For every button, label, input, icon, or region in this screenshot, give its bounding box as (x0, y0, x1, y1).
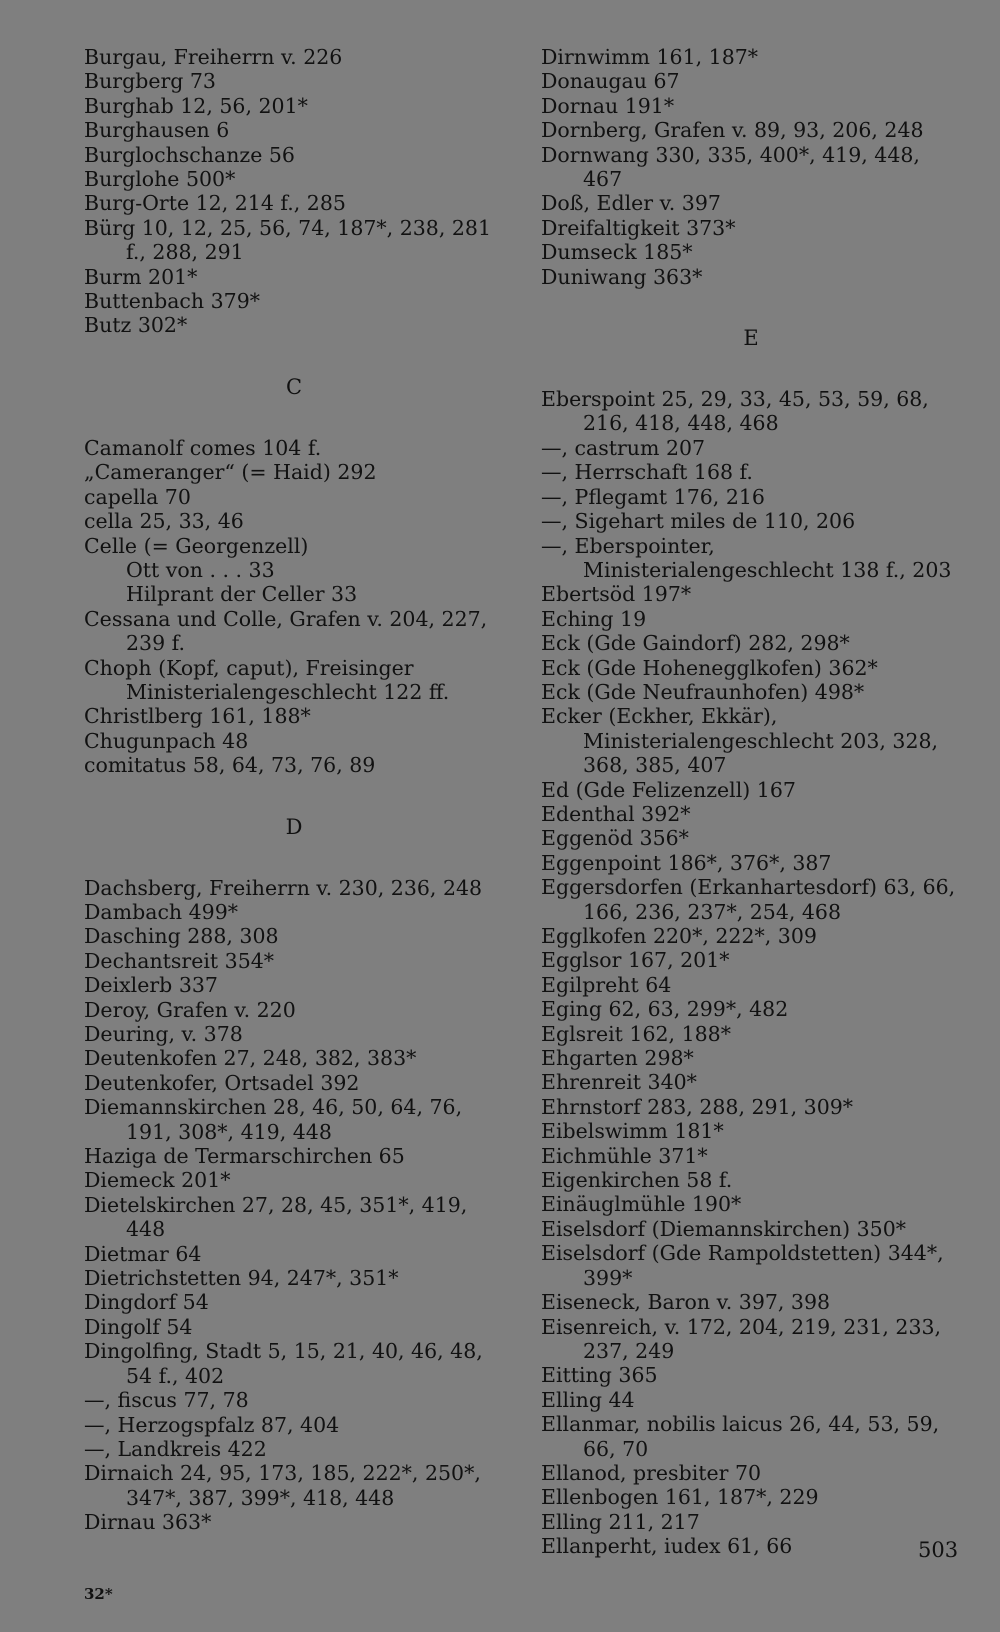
index-entry: Diemannskirchen 28, 46, 50, 64, 76, 191, 308*, 419, 448 (84, 1095, 463, 1144)
index-entry: —, Eberspointer, Ministerialengeschlecht 138 f., 203 (541, 533, 952, 582)
index-entry: Dornberg, Grafen v. 89, 93, 206, 248 (541, 118, 924, 143)
index-entry: Burg-Orte 12, 214 f., 285 (84, 191, 346, 216)
index-entry: —, fiscus 77, 78 (84, 1388, 249, 1413)
index-entry: Eck (Gde Hohenegglkofen) 362* (541, 655, 878, 680)
index-entry: Deutenkofen 27, 248, 382, 383* (84, 1046, 417, 1071)
index-entry: Dingolfing, Stadt 5, 15, 21, 40, 46, 48, 54 f., 402 (84, 1339, 483, 1388)
index-entry: comitatus 58, 64, 73, 76, 89 (84, 753, 376, 778)
index-entry: Dornau 191* (541, 93, 675, 118)
index-entry: Ellanperht, iudex 61, 66 (541, 1534, 793, 1559)
index-entry: Dreifaltigkeit 373* (541, 215, 736, 240)
index-entry: „Cameranger“ (= Haid) 292 (84, 460, 377, 485)
index-entry: Dietmar 64 (84, 1241, 202, 1266)
index-group-b (84, 45, 504, 338)
index-entry: Eching 19 (541, 606, 647, 631)
section-letter-d: D (285, 814, 303, 839)
index-entry: Duniwang 363* (541, 264, 703, 289)
index-entry: Dumseck 185* (541, 240, 693, 265)
index-entry: Burgau, Freiherrn v. 226 (84, 45, 343, 69)
index-entry: Dasching 288, 308 (84, 924, 279, 949)
page-number: 503 (918, 1538, 959, 1562)
index-entry: Ed (Gde Felizenzell) 167 (541, 777, 796, 802)
index-entry: Celle (= Georgenzell) (84, 533, 309, 558)
index-entry: Choph (Kopf, caput), Freisinger Ministerialengeschlecht 122 ff. (84, 655, 450, 704)
index-entry: —, Landkreis 422 (84, 1436, 267, 1461)
index-entry: Christlberg 161, 188* (84, 704, 311, 729)
index-entry: Eggenöd 356* (541, 826, 689, 851)
index-entry: Eiselsdorf (Gde Rampoldstetten) 344*, 399* (541, 1241, 944, 1290)
index-entry: Cessana und Colle, Grafen v. 204, 227, 239 f. (84, 606, 488, 656)
index-entry: Dirnwimm 161, 187* (541, 45, 759, 69)
index-entry: Dechantsreit 354* (84, 948, 275, 973)
index-entry: Dambach 499* (84, 899, 239, 924)
index-entry: Deixlerb 337 (84, 973, 218, 998)
index-entry: Chugunpach 48 (84, 728, 249, 753)
index-entry: Dirnau 363* (84, 1510, 212, 1535)
index-entry: Eglsreit 162, 188* (541, 1021, 731, 1046)
index-entry: Eggenpoint 186*, 376*, 387 (541, 850, 832, 875)
index-group-e (541, 387, 961, 1559)
index-entry: Burghab 12, 56, 201* (84, 93, 308, 118)
index-entry: Ellenbogen 161, 187*, 229 (541, 1485, 819, 1510)
signature-mark: 32* (84, 1585, 113, 1603)
index-entry: —, Sigehart miles de 110, 206 (541, 509, 856, 534)
index-group-c (84, 436, 504, 778)
index-entry: Dietelskirchen 27, 28, 45, 351*, 419, 448 (84, 1192, 468, 1242)
index-entry: Burgberg 73 (84, 69, 216, 94)
index-entry: Eigenkirchen 58 f. (541, 1168, 733, 1193)
index-entry: Hilprant der Celler 33 (126, 582, 358, 607)
index-entry: Ecker (Eckher, Ekkär), Ministerialengeschlecht 203, 328, 368, 385, 407 (541, 704, 939, 778)
index-entry: capella 70 (84, 484, 191, 509)
index-entry: Eck (Gde Neufraunhofen) 498* (541, 679, 865, 704)
index-entry: Bürg 10, 12, 25, 56, 74, 187*, 238, 281 f., 288, 291 (84, 215, 491, 265)
index-entry: Butz 302* (84, 313, 188, 338)
index-entry: Egglsor 167, 201* (541, 948, 730, 973)
index-group-d-continued (541, 45, 961, 289)
index-entry: Diemeck 201* (84, 1168, 231, 1193)
index-entry: Deuring, v. 378 (84, 1022, 243, 1046)
index-entry: Eibelswimm 181* (541, 1119, 724, 1144)
section-letter-c: C (285, 374, 303, 399)
index-entry: Haziga de Termarschirchen 65 (84, 1144, 405, 1169)
index-entry: —, Herzogspfalz 87, 404 (84, 1412, 340, 1437)
index-entry: Elling 211, 217 (541, 1509, 700, 1534)
index-entry: —, Herrschaft 168 f. (541, 460, 753, 485)
index-entry: Dirnaich 24, 95, 173, 185, 222*, 250*, 347*, 387, 399*, 418, 448 (84, 1461, 481, 1510)
index-entry: Ellanmar, nobilis laicus 26, 44, 53, 59, 66, 70 (541, 1412, 940, 1461)
index-entry: Eberspoint 25, 29, 33, 45, 53, 59, 68, 216, 418, 448, 468 (541, 387, 929, 436)
index-entry: Edenthal 392* (541, 801, 691, 826)
index-entry: Dingolf 54 (84, 1314, 193, 1339)
section-letter-e: E (743, 326, 759, 351)
index-entry: Burghausen 6 (84, 118, 230, 143)
index-entry: —, castrum 207 (541, 435, 706, 460)
index-entry: Ehrnstorf 283, 288, 291, 309* (541, 1094, 854, 1119)
index-entry: Eichmühle 371* (541, 1143, 708, 1168)
index-entry: Dingdorf 54 (84, 1290, 209, 1315)
index-entry: Eiseneck, Baron v. 397, 398 (541, 1290, 831, 1315)
index-entry: Eisenreich, v. 172, 204, 219, 231, 233, 237, 249 (541, 1314, 942, 1363)
index-entry: Burglohe 500* (84, 167, 236, 192)
left-column (84, 45, 504, 1535)
index-entry: Dornwang 330, 335, 400*, 419, 448, 467 (541, 142, 920, 192)
index-entry: —, Pflegamt 176, 216 (541, 484, 765, 509)
index-entry: Egilpreht 64 (541, 972, 672, 997)
index-entry: Eggersdorfen (Erkanhartesdorf) 63, 66, 166, 236, 237*, 254, 468 (541, 875, 956, 924)
index-entry: Eging 62, 63, 299*, 482 (541, 997, 789, 1022)
index-entry: Einäuglmühle 190* (541, 1192, 742, 1217)
index-entry: Ebertsöd 197* (541, 582, 692, 607)
index-entry: Doß, Edler v. 397 (541, 191, 721, 216)
index-entry: Eiselsdorf (Diemannskirchen) 350* (541, 1216, 907, 1241)
index-entry: Egglkofen 220*, 222*, 309 (541, 924, 817, 948)
index-entry: Donaugau 67 (541, 69, 680, 94)
index-entry: Ehrenreit 340* (541, 1070, 697, 1095)
index-entry: Buttenbach 379* (84, 289, 261, 314)
index-entry: Dietrichstetten 94, 247*, 351* (84, 1266, 399, 1291)
index-entry: Eck (Gde Gaindorf) 282, 298* (541, 631, 850, 656)
index-entry: cella 25, 33, 46 (84, 509, 244, 534)
index-entry: Deroy, Grafen v. 220 (84, 997, 296, 1022)
index-entry: Ellanod, presbiter 70 (541, 1460, 762, 1485)
index-group-d (84, 876, 504, 1535)
index-entry: Ott von . . . 33 (126, 557, 275, 582)
index-entry: Eitting 365 (541, 1363, 658, 1388)
index-entry: Burm 201* (84, 264, 198, 289)
index-entry: Dachsberg, Freiherrn v. 230, 236, 248 (84, 875, 483, 900)
index-entry: Burglochschanze 56 (84, 142, 295, 167)
index-entry: Camanolf comes 104 f. (84, 435, 322, 460)
right-column (541, 45, 961, 1559)
index-entry: Elling 44 (541, 1387, 635, 1412)
index-entry: Deutenkofer, Ortsadel 392 (84, 1070, 360, 1095)
index-entry: Ehgarten 298* (541, 1046, 694, 1071)
